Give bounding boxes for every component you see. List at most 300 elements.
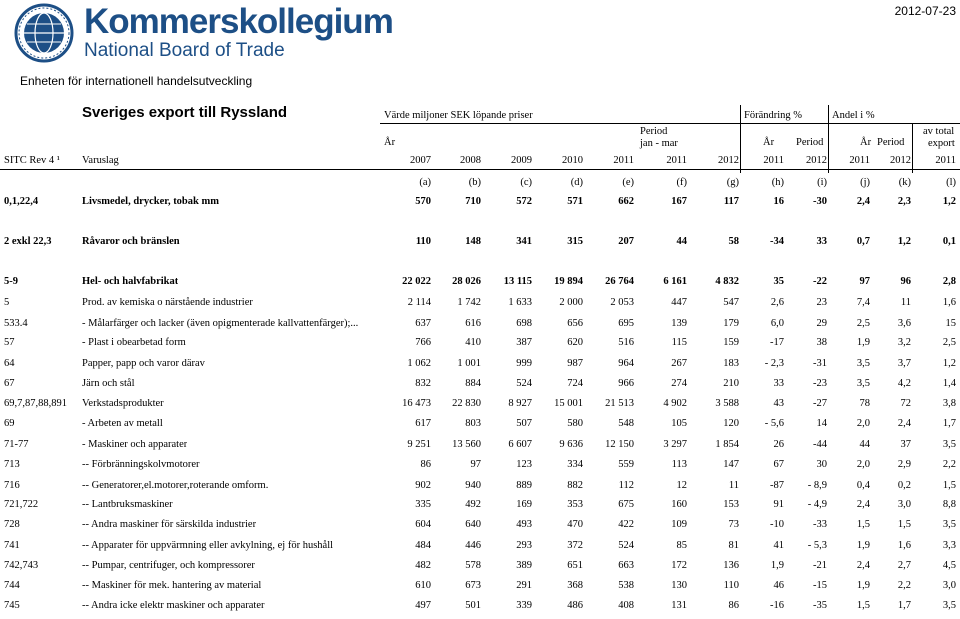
table-cell: 41: [773, 540, 784, 551]
table-cell: 1,7: [897, 600, 911, 611]
table-cell: 1 742: [457, 297, 481, 308]
table-cell: 3,5: [942, 439, 956, 450]
table-cell: 15: [945, 318, 956, 329]
row-code: 69: [4, 418, 15, 429]
table-cell: 698: [516, 318, 532, 329]
row-name: Livsmedel, drycker, tobak mm: [82, 196, 219, 207]
table-cell: 267: [671, 358, 687, 369]
table-cell: 86: [728, 600, 739, 611]
year-header: 2012: [806, 155, 827, 166]
table-cell: 501: [465, 600, 481, 611]
header-bottom-rule: [0, 169, 960, 170]
table-cell: 19 894: [554, 276, 583, 287]
table-cell: 3,5: [856, 358, 870, 369]
table-cell: 109: [671, 519, 687, 530]
row-code: 57: [4, 337, 15, 348]
table-cell: 2,2: [897, 580, 911, 591]
year-header: 2008: [460, 155, 481, 166]
table-cell: 179: [723, 318, 739, 329]
year-header: 2012: [890, 155, 911, 166]
table-cell: 43: [773, 398, 784, 409]
table-cell: 695: [618, 318, 634, 329]
table-cell: 578: [465, 560, 481, 571]
table-cell: 37: [900, 439, 911, 450]
row-code: 5-9: [4, 276, 18, 287]
table-cell: 73: [728, 519, 739, 530]
table-cell: -87: [770, 480, 784, 491]
row-code: 0,1,22,4: [4, 196, 39, 207]
table-cell: 35: [773, 276, 784, 287]
table-cell: 2,6: [770, 297, 784, 308]
sitc-label: SITC Rev 4 ¹: [4, 155, 60, 166]
table-cell: 91: [773, 499, 784, 510]
table-cell: 4 832: [715, 276, 739, 287]
year-header: 2011: [613, 155, 634, 166]
table-cell: -17: [770, 337, 784, 348]
period-label-2: jan - mar: [640, 138, 678, 149]
table-cell: 3,3: [942, 540, 956, 551]
table-cell: 651: [567, 560, 583, 571]
table-cell: 335: [415, 499, 431, 510]
row-code: 533.4: [4, 318, 28, 329]
table-cell: 637: [415, 318, 431, 329]
table-cell: 2,4: [856, 196, 870, 207]
table-cell: 1,9: [856, 580, 870, 591]
table-cell: 148: [465, 236, 481, 247]
table-cell: 1,5: [856, 519, 870, 530]
table-cell: 710: [465, 196, 481, 207]
table-cell: 172: [671, 560, 687, 571]
table-cell: 0,7: [856, 236, 870, 247]
row-code: 744: [4, 580, 20, 591]
table-cell: 3 297: [663, 439, 687, 450]
table-cell: - 2,3: [764, 358, 784, 369]
table-cell: 422: [618, 519, 634, 530]
table-cell: 2,2: [942, 459, 956, 470]
table-cell: 2,0: [856, 459, 870, 470]
row-code: 64: [4, 358, 15, 369]
table-cell: 884: [465, 378, 481, 389]
table-cell: 334: [567, 459, 583, 470]
table-cell: 1,9: [770, 560, 784, 571]
table-cell: 902: [415, 480, 431, 491]
table-cell: -30: [813, 196, 827, 207]
table-cell: 0,4: [856, 480, 870, 491]
table-cell: 58: [728, 236, 739, 247]
table-cell: 8 927: [508, 398, 532, 409]
table-cell: 13 115: [503, 276, 532, 287]
table-cell: 353: [567, 499, 583, 510]
table-cell: 497: [415, 600, 431, 611]
table-cell: 14: [816, 418, 827, 429]
table-cell: 22 830: [452, 398, 481, 409]
table-cell: 22 022: [402, 276, 431, 287]
table-cell: 3,6: [897, 318, 911, 329]
table-cell: 387: [516, 337, 532, 348]
table-cell: 9 251: [407, 439, 431, 450]
table-cell: 408: [618, 600, 634, 611]
unit-label: Enheten för internationell handelsutveckling: [20, 74, 253, 88]
year-header: 2010: [562, 155, 583, 166]
table-cell: -35: [813, 600, 827, 611]
table-cell: 2,4: [897, 418, 911, 429]
row-code: 71-77: [4, 439, 29, 450]
table-cell: 610: [415, 580, 431, 591]
table-cell: 663: [618, 560, 634, 571]
table-cell: 492: [465, 499, 481, 510]
table-cell: -21: [813, 560, 827, 571]
share-period-label: Period: [877, 137, 905, 148]
row-code: 742,743: [4, 560, 39, 571]
table-cell: 110: [723, 580, 739, 591]
column-letter: (h): [771, 177, 784, 188]
table-cell: 26 764: [605, 276, 634, 287]
table-cell: 44: [859, 439, 870, 450]
row-name: Verkstadsprodukter: [82, 398, 164, 409]
column-letter: (a): [419, 177, 431, 188]
table-cell: 2,7: [897, 560, 911, 571]
column-letter: (b): [468, 177, 481, 188]
table-cell: 882: [567, 480, 583, 491]
row-code: 713: [4, 459, 20, 470]
year-header: 2007: [410, 155, 431, 166]
table-cell: 115: [671, 337, 687, 348]
row-code: 728: [4, 519, 20, 530]
table-cell: 2 000: [559, 297, 583, 308]
table-cell: 105: [671, 418, 687, 429]
table-cell: 1,5: [942, 480, 956, 491]
share-total-label-1: av total: [923, 126, 955, 137]
table-cell: 28 026: [452, 276, 481, 287]
column-letter: (e): [622, 177, 634, 188]
row-name: -- Maskiner för mek. hantering av material: [82, 580, 262, 591]
table-cell: 30: [816, 459, 827, 470]
header-top-rule: [380, 123, 960, 124]
table-cell: 571: [567, 196, 583, 207]
table-cell: 2,4: [856, 560, 870, 571]
row-code: 2 exkl 22,3: [4, 236, 52, 247]
table-cell: 572: [516, 196, 532, 207]
table-cell: 604: [415, 519, 431, 530]
table-cell: 136: [723, 560, 739, 571]
table-cell: 516: [618, 337, 634, 348]
table-cell: 97: [470, 459, 481, 470]
table-cell: 524: [516, 378, 532, 389]
row-code: 721,722: [4, 499, 39, 510]
table-cell: 96: [900, 276, 911, 287]
table-cell: -22: [813, 276, 827, 287]
column-letter: (g): [726, 177, 739, 188]
varuslag-label: Varuslag: [82, 155, 119, 166]
table-cell: -27: [813, 398, 827, 409]
table-cell: 3,2: [897, 337, 911, 348]
table-cell: 33: [816, 236, 827, 247]
table-cell: 16: [773, 196, 784, 207]
table-cell: 130: [671, 580, 687, 591]
table-cell: 23: [816, 297, 827, 308]
table-cell: 9 636: [559, 439, 583, 450]
table-cell: 117: [723, 196, 739, 207]
table-cell: 3,0: [942, 580, 956, 591]
column-letter: (i): [817, 177, 827, 188]
table-cell: 315: [567, 236, 583, 247]
row-name: -- Lantbruksmaskiner: [82, 499, 173, 510]
table-cell: -16: [770, 600, 784, 611]
table-cell: -33: [813, 519, 827, 530]
table-cell: 3,5: [942, 600, 956, 611]
table-cell: 675: [618, 499, 634, 510]
column-letter: (j): [860, 177, 870, 188]
table-cell: 67: [773, 459, 784, 470]
table-cell: 183: [723, 358, 739, 369]
table-cell: 656: [567, 318, 583, 329]
table-cell: 482: [415, 560, 431, 571]
table-cell: 26: [773, 439, 784, 450]
table-cell: 210: [723, 378, 739, 389]
table-cell: 11: [900, 297, 911, 308]
column-letter: (k): [898, 177, 911, 188]
table-cell: 673: [465, 580, 481, 591]
row-name: -- Förbränningskolvmotorer: [82, 459, 200, 470]
table-cell: 4 902: [663, 398, 687, 409]
brand-name: Kommerskollegium: [84, 2, 393, 41]
row-code: 67: [4, 378, 15, 389]
row-code: 716: [4, 480, 20, 491]
table-cell: 110: [415, 236, 431, 247]
table-cell: 507: [516, 418, 532, 429]
table-cell: 559: [618, 459, 634, 470]
table-cell: 2,9: [897, 459, 911, 470]
table-cell: 1,6: [897, 540, 911, 551]
row-code: 69,7,87,88,891: [4, 398, 67, 409]
row-name: -- Apparater för uppvärmning eller avkylning, ej för hushåll: [82, 540, 334, 551]
table-cell: 8,8: [942, 499, 956, 510]
year-header: 2011: [935, 155, 956, 166]
table-cell: 85: [676, 540, 687, 551]
table-cell: 1,5: [856, 600, 870, 611]
table-cell: -23: [813, 378, 827, 389]
table-cell: 966: [618, 378, 634, 389]
table-cell: 123: [516, 459, 532, 470]
table-cell: 940: [465, 480, 481, 491]
year-header: 2011: [763, 155, 784, 166]
table-cell: 6 607: [508, 439, 532, 450]
table-cell: 38: [816, 337, 827, 348]
table-cell: 339: [516, 600, 532, 611]
table-cell: 617: [415, 418, 431, 429]
table-cell: 16 473: [402, 398, 431, 409]
table-cell: 2,5: [856, 318, 870, 329]
table-cell: 15 001: [554, 398, 583, 409]
table-cell: 1 001: [457, 358, 481, 369]
table-cell: 832: [415, 378, 431, 389]
table-cell: 1 062: [407, 358, 431, 369]
table-cell: 291: [516, 580, 532, 591]
table-cell: 46: [773, 580, 784, 591]
table-cell: 2 053: [610, 297, 634, 308]
period-label-1: Period: [640, 126, 668, 137]
table-cell: 889: [516, 480, 532, 491]
table-cell: 153: [723, 499, 739, 510]
change-year-label: År: [763, 137, 775, 148]
report-title: Sveriges export till Ryssland: [82, 104, 288, 121]
row-code: 741: [4, 540, 20, 551]
year-label: År: [384, 137, 396, 148]
table-cell: 484: [415, 540, 431, 551]
table-cell: -31: [813, 358, 827, 369]
table-cell: 293: [516, 540, 532, 551]
table-cell: 524: [618, 540, 634, 551]
table-cell: 2,8: [942, 276, 956, 287]
table-cell: 97: [859, 276, 870, 287]
row-name: - Plast i obearbetad form: [82, 337, 186, 348]
table-cell: 4,5: [942, 560, 956, 571]
table-cell: 964: [618, 358, 634, 369]
table-cell: 1,9: [856, 337, 870, 348]
row-name: Råvaror och bränslen: [82, 236, 180, 247]
table-cell: 999: [516, 358, 532, 369]
year-header: 2009: [511, 155, 532, 166]
row-name: Hel- och halvfabrikat: [82, 276, 179, 287]
table-cell: 803: [465, 418, 481, 429]
table-cell: 1,2: [942, 358, 956, 369]
table-cell: 274: [671, 378, 687, 389]
table-cell: 11: [728, 480, 739, 491]
year-header: 2012: [718, 155, 739, 166]
table-cell: 662: [618, 196, 634, 207]
row-name: - Maskiner och apparater: [82, 439, 188, 450]
table-cell: 620: [567, 337, 583, 348]
table-cell: 580: [567, 418, 583, 429]
table-cell: -34: [770, 236, 784, 247]
table-cell: 1,7: [942, 418, 956, 429]
table-cell: 616: [465, 318, 481, 329]
table-cell: 3 588: [715, 398, 739, 409]
row-name: Järn och stål: [82, 378, 135, 389]
share-label: Andel i %: [832, 110, 875, 121]
table-cell: - 5,3: [807, 540, 827, 551]
row-name: -- Pumpar, centrifuger, och kompressorer: [82, 560, 255, 571]
table-cell: 167: [671, 196, 687, 207]
column-letter: (d): [570, 177, 583, 188]
table-cell: 7,4: [856, 297, 870, 308]
table-cell: 81: [728, 540, 739, 551]
table-cell: 1,4: [942, 378, 956, 389]
table-cell: 139: [671, 318, 687, 329]
table-cell: 33: [773, 378, 784, 389]
table-cell: 548: [618, 418, 634, 429]
table-cell: 112: [618, 480, 634, 491]
table-cell: 12: [676, 480, 687, 491]
table-cell: 372: [567, 540, 583, 551]
table-cell: 547: [723, 297, 739, 308]
table-cell: 44: [676, 236, 687, 247]
table-cell: 2,0: [856, 418, 870, 429]
table-cell: 3,7: [897, 358, 911, 369]
table-cell: 470: [567, 519, 583, 530]
table-cell: 389: [516, 560, 532, 571]
table-cell: 640: [465, 519, 481, 530]
year-header: 2011: [849, 155, 870, 166]
table-cell: 1,6: [942, 297, 956, 308]
table-cell: 766: [415, 337, 431, 348]
table-cell: - 4,9: [807, 499, 827, 510]
row-code: 745: [4, 600, 20, 611]
table-cell: 410: [465, 337, 481, 348]
table-cell: 493: [516, 519, 532, 530]
table-cell: 159: [723, 337, 739, 348]
table-cell: 1 854: [715, 439, 739, 450]
table-cell: 3,5: [856, 378, 870, 389]
column-letter: (c): [520, 177, 532, 188]
row-name: - Målarfärger och lacker (även opigmenterade kallvattenfärger);...: [82, 318, 359, 329]
table-cell: 1,2: [942, 196, 956, 207]
share-year-label: År: [860, 137, 872, 148]
table-cell: 1,5: [897, 519, 911, 530]
table-cell: 131: [671, 600, 687, 611]
row-name: Papper, papp och varor därav: [82, 358, 205, 369]
table-cell: 12 150: [605, 439, 634, 450]
year-header: 2011: [666, 155, 687, 166]
row-name: -- Andra maskiner för särskilda industrier: [82, 519, 257, 530]
table-cell: 160: [671, 499, 687, 510]
table-cell: -44: [813, 439, 827, 450]
table-cell: 486: [567, 600, 583, 611]
table-cell: 29: [816, 318, 827, 329]
table-cell: 0,2: [897, 480, 911, 491]
table-cell: 72: [900, 398, 911, 409]
table-cell: 3,0: [897, 499, 911, 510]
table-cell: 207: [618, 236, 634, 247]
table-cell: 724: [567, 378, 583, 389]
table-cell: 1 633: [508, 297, 532, 308]
table-cell: 1,2: [897, 236, 911, 247]
table-cell: 21 513: [605, 398, 634, 409]
table-cell: -15: [813, 580, 827, 591]
table-cell: 447: [671, 297, 687, 308]
table-cell: 169: [516, 499, 532, 510]
table-cell: - 5,6: [764, 418, 784, 429]
row-name: Prod. av kemiska o närstående industrier: [82, 297, 253, 308]
table-cell: 2,3: [897, 196, 911, 207]
table-cell: 2 114: [407, 297, 431, 308]
brand: [84, 4, 393, 61]
row-name: -- Andra icke elektr maskiner och apparater: [82, 600, 265, 611]
globe-logo: [14, 3, 74, 63]
row-name: -- Generatorer,el.motorer,roterande omform.: [82, 480, 269, 491]
table-cell: 1,9: [856, 540, 870, 551]
table-cell: 120: [723, 418, 739, 429]
table-cell: 86: [420, 459, 431, 470]
change-label: Förändring %: [744, 110, 803, 121]
table-cell: - 8,9: [807, 480, 827, 491]
brand-subtitle: National Board of Trade: [84, 40, 285, 61]
table-cell: 147: [723, 459, 739, 470]
value-label: Värde miljoner SEK löpande priser: [384, 110, 533, 121]
row-name: - Arbeten av metall: [82, 418, 163, 429]
share-total-label-2: export: [928, 138, 955, 149]
table-cell: 446: [465, 540, 481, 551]
column-letter: (l): [946, 177, 956, 188]
table-cell: 113: [671, 459, 687, 470]
row-code: 5: [4, 297, 10, 308]
table-cell: -10: [770, 519, 784, 530]
table-cell: 6,0: [770, 318, 784, 329]
table-cell: 13 560: [452, 439, 481, 450]
table-cell: 6 161: [663, 276, 687, 287]
column-letter: (f): [676, 177, 687, 188]
table-cell: 570: [415, 196, 431, 207]
